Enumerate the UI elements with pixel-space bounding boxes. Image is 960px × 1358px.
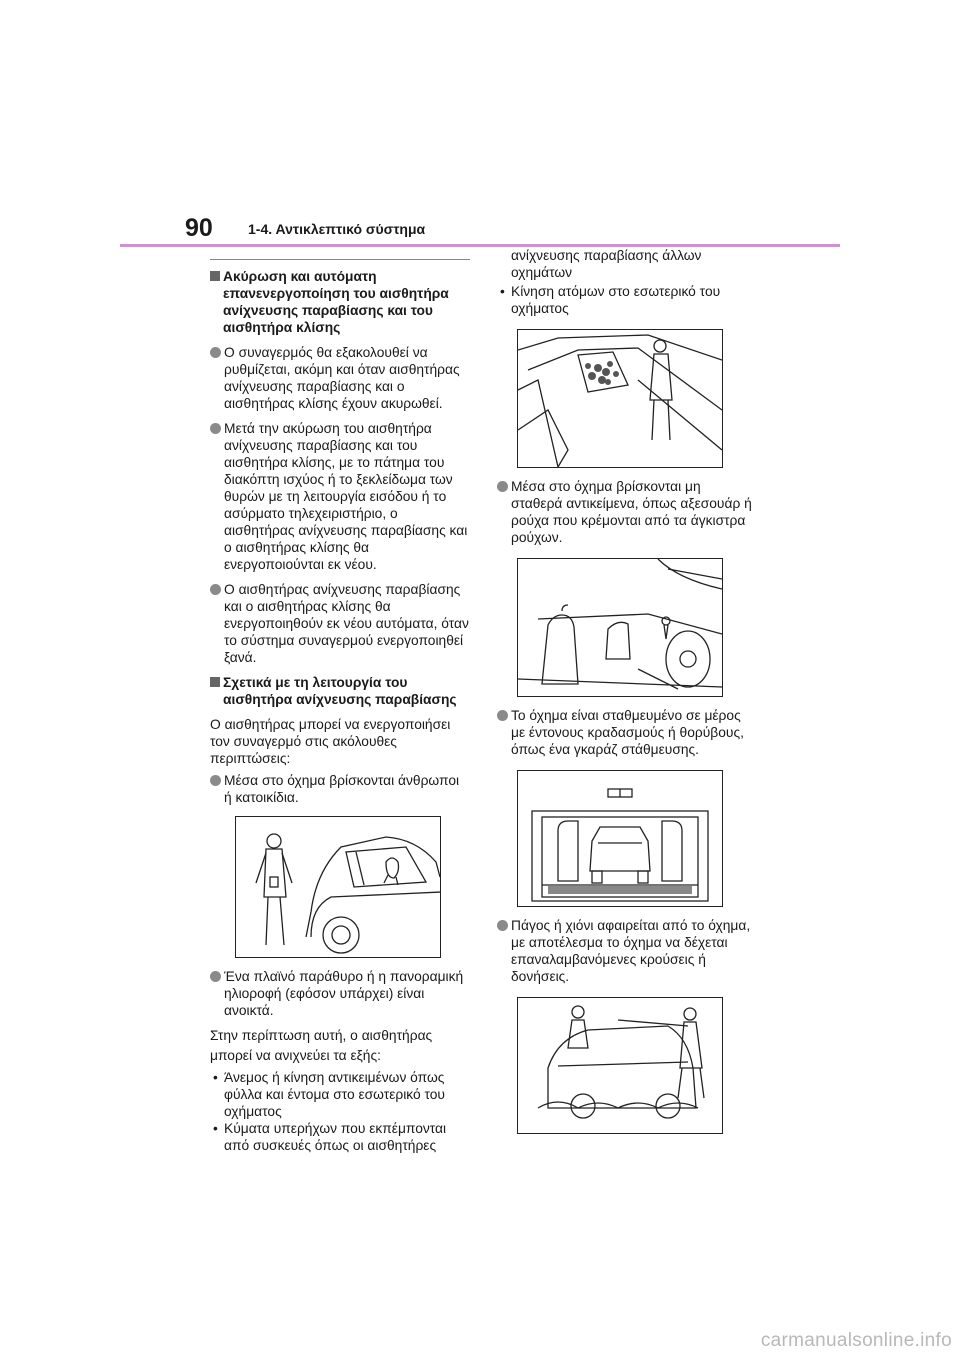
bullet-item: Ο συναγερμός θα εξακολουθεί να ρυθμίζεται, ακόμη και όταν αισθητήρας ανίχνευσης παραβίασης και ο αισθητήρας κλίσης έχουν ακυρωθεί. <box>210 344 470 412</box>
bullet-item: Μέσα στο όχημα βρίσκονται μη σταθερά αντικείμενα, όπως αξεσουάρ ή ρούχα που κρέμονται από τα άγκιστρα ρούχων. <box>497 478 755 546</box>
continued-text: ανίχνευσης παραβίασης άλλων οχημάτων <box>511 248 702 280</box>
circle-bullet-icon <box>497 481 508 492</box>
bullet-item: Πάγος ή χιόνι αφαιρείται από το όχημα, με αποτέλεσμα το όχημα να δέχεται επαναλαμβανόμενες κρούσεις ή δονήσεις. <box>497 917 755 985</box>
circle-bullet-icon <box>497 920 508 931</box>
illustration-people-in-car <box>235 816 441 958</box>
watermark: carmanualsonline.info <box>760 1330 952 1351</box>
dash-bullet-icon: • <box>213 1121 218 1136</box>
dash-item: • Κίνηση ατόμων στο εσωτερικό του οχήματος <box>500 284 721 316</box>
dash-bullet-icon: • <box>500 284 505 299</box>
circle-bullet-icon <box>210 971 221 982</box>
dash-bullet-icon: • <box>213 1070 218 1085</box>
paragraph: Στην περίπτωση αυτή, ο αισθητήρας <box>210 1028 433 1043</box>
left-column <box>210 259 470 1154</box>
square-bullet-icon <box>210 677 220 687</box>
bullet-item: Ένα πλαϊνό παράθυρο ή η πανοραμική ηλιοροφή (εφόσον υπάρχει) είναι ανοικτά. <box>210 968 470 1019</box>
section-heading-cancel: Ακύρωση και αυτόματη επανενεργοποίηση του αισθητήρα ανίχνευσης παραβίασης και του αισθητήρα κλίσης <box>210 268 470 336</box>
page-number: 90 <box>185 214 213 242</box>
right-column <box>497 247 755 1144</box>
illustration-sunroof-leaves <box>517 329 723 468</box>
section-heading-intrusion: Σχετικά με τη λειτουργία του αισθητήρα ανίχνευσης παραβίασης <box>210 674 470 708</box>
bullet-item: Μέσα στο όχημα βρίσκονται άνθρωποι ή κατοικίδια. <box>210 772 470 806</box>
bullet-item: Ο αισθητήρας ανίχνευσης παραβίασης και ο αισθητήρας κλίσης θα ενεργοποιηθούν εκ νέου αυτόματα, όταν το σύστημα συναγερμού ενεργοποιηθεί ξανά. <box>210 581 470 666</box>
illustration-parking-garage <box>517 770 723 907</box>
paragraph: μπορεί να ανιχνεύει τα εξής: <box>210 1048 381 1063</box>
bullet-item: Το όχημα είναι σταθμευμένο σε μέρος με έντονους κραδασμούς ή θορύβους, όπως ένα γκαράζ στάθμευσης. <box>497 707 755 758</box>
bullet-item: Μετά την ακύρωση του αισθητήρα ανίχνευσης παραβίασης και του αισθητήρα κλίσης, με το πάτημα του διακόπτη ισχύος ή το ξεκλείδωμα των θυρών με τη λειτουργία εισόδου ή το ασύρματο τηλεχειριστήριο, ο αισθητήρας ανίχνευσης παραβίασης και ο αισθητήρας κλίσης θα ενεργοποιούνται εκ νέου. <box>210 420 470 573</box>
square-bullet-icon <box>210 271 220 281</box>
dash-item: • Άνεμος ή κίνηση αντικειμένων όπως φύλλα και έντομα στο εσωτερικό του οχήματος <box>213 1070 445 1119</box>
circle-bullet-icon <box>210 775 221 786</box>
chapter-title: 1-4. Αντικλεπτικό σύστημα <box>248 221 426 237</box>
illustration-snow-removal <box>517 997 723 1134</box>
illustration-hanging-clothes <box>517 558 723 697</box>
circle-bullet-icon <box>210 423 221 434</box>
circle-bullet-icon <box>210 347 221 358</box>
paragraph: Ο αισθητήρας μπορεί να ενεργοποιήσει τον συναγερμό στις ακόλουθες περιπτώσεις: <box>210 717 451 766</box>
section-rule <box>210 259 470 260</box>
dash-item: • Κύματα υπερήχων που εκπέμπονται από συσκευές όπως οι αισθητήρες <box>213 1121 447 1153</box>
circle-bullet-icon <box>210 584 221 595</box>
circle-bullet-icon <box>497 710 508 721</box>
